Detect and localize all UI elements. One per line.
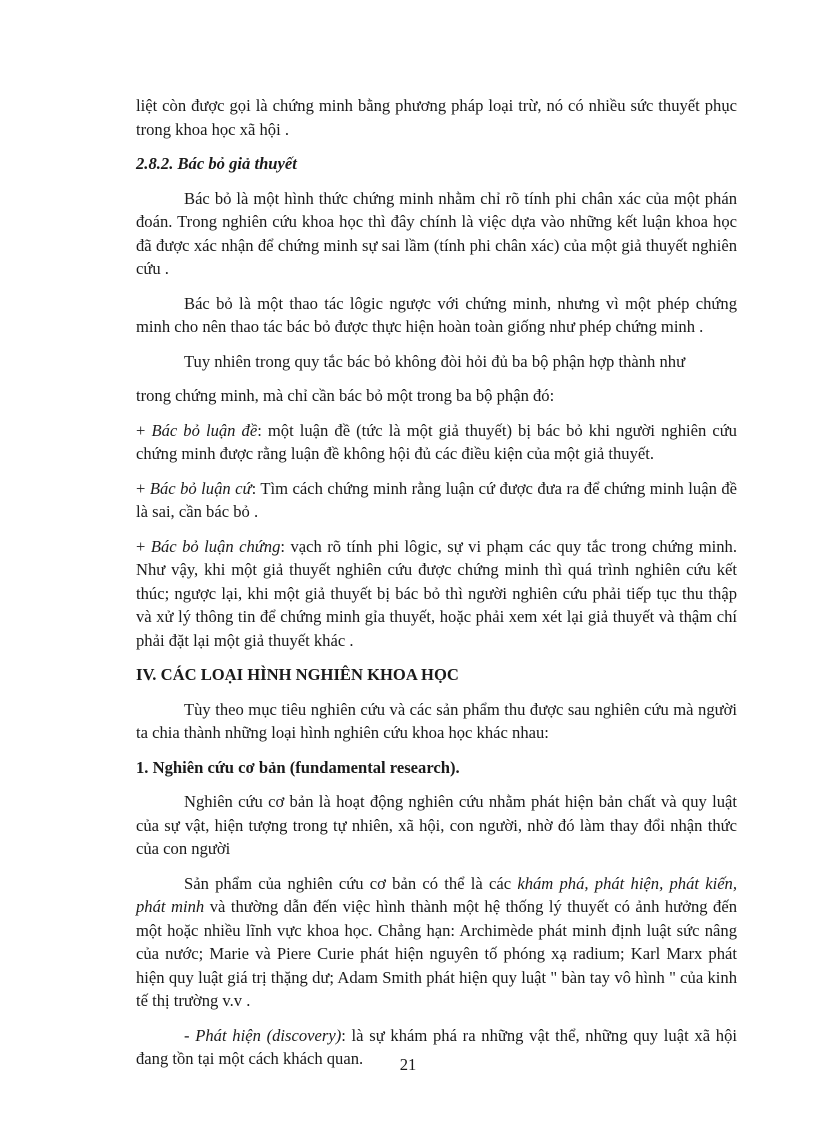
- paragraph: Sản phẩm của nghiên cứu cơ bản có thể là các khám phá, phát hiện, phát kiến, phát minh và thường dẫn đến việc hình thành một hệ thống lý thuyết có ảnh hưởng đến một hoặc nhiều lĩnh vực khoa học. Chẳng hạn: Archimède phát minh định luật sức nâng của nước; Marie và Piere Curie phát hiện nguyên tố phóng xạ radium; Karl Marx phát hiện quy luật giá trị thặng dư; Adam Smith phát hiện quy luật " bàn tay vô hình " của kinh tế thị trường v.v .: [136, 873, 738, 1010]
- bullet-text: : Tìm cách chứng minh rằng luận cứ được đưa ra để chứng minh luận đề là sai, cần bác bỏ .: [136, 478, 738, 521]
- bullet-term: Bác bỏ luận chứng: [150, 536, 281, 556]
- emphasis: khám phá, phát hiện, phát kiến, phát minh: [136, 873, 738, 916]
- paragraph: liệt còn được gọi là chứng minh bằng phương pháp loại trừ, nó có nhiều sức thuyết phục trong khoa học xã hội .: [136, 96, 737, 139]
- paragraph-discovery: - Phát hiện (discovery): là sự khám phá ra những vật thể, những quy luật xã hội đang tồn tại một cách khách quan.: [136, 1025, 737, 1068]
- paragraph: trong chứng minh, mà chỉ cần bác bỏ một trong ba bộ phận đó:: [136, 386, 555, 405]
- paragraph: Bác bỏ là một hình thức chứng minh nhằm chỉ rõ tính phi chân xác của một phán đoán. Trong nghiên cứu khoa học thì đây chính là việc dựa vào những kết luận khoa học đã được xác nhận để chứng minh sự sai lầm (tính phi chân xác) của một giả thuyết nghiên cứu .: [136, 188, 737, 278]
- bullet-marker: +: [136, 478, 150, 498]
- bullet-refute-demonstration: [136, 535, 737, 653]
- paragraph: Nghiên cứu cơ bản là hoạt động nghiên cứu nhằm phát hiện bản chất và quy luật của sự vật, hiện tượng trong tự nhiên, xã hội, con người, nhờ đó làm thay đổi nhận thức của con người: [136, 792, 737, 858]
- bullet-marker: +: [136, 536, 151, 556]
- bullet-refute-argument: [136, 477, 737, 524]
- paragraph: Tùy theo mục tiêu nghiên cứu và các sản phẩm thu được sau nghiên cứu mà người ta chia thành những loại hình nghiên cứu khoa học khác nhau:: [136, 699, 737, 742]
- page-number: 21: [399, 1055, 417, 1074]
- bullet-text: : vạch rõ tính phi lôgic, sự vi phạm các quy tắc trong chứng minh. Như vậy, khi một giả thuyết nghiên cứu được chứng minh thì quá trình nghiên cứu kết thúc; ngược lại, khi một giả thuyết bị bác bỏ thì người nghiên cứu phải tiếp tục thu thập và xử lý thông tin để chứng minh gỉa thuyết, hoặc phải xem xét lại giả thuyết và thậm chí phải đặt lại một giả thuyết khác .: [136, 536, 737, 650]
- section-heading-iv: IV. CÁC LOẠI HÌNH NGHIÊN KHOA HỌC: [136, 665, 459, 684]
- page-content: [136, 94, 737, 1071]
- bullet-refute-thesis: [136, 419, 737, 466]
- bullet-term: Bác bỏ luận đề: [151, 420, 258, 440]
- paragraph: Tuy nhiên trong quy tắc bác bỏ không đòi hỏi đủ ba bộ phận hợp thành như: [184, 351, 686, 371]
- term-discovery: Phát hiện (discovery): [195, 1025, 342, 1045]
- subsection-heading-1: 1. Nghiên cứu cơ bản (fundamental research).: [136, 757, 460, 777]
- bullet-term: Bác bỏ luận cứ: [149, 478, 252, 498]
- bullet-text: : một luận đề (tức là một giả thuyết) bị bác bỏ khi người nghiên cứu chứng minh được rằng luận đề không hội đủ các điều kiện của một giả thuyết.: [136, 420, 737, 463]
- bullet-marker: +: [136, 420, 152, 440]
- section-heading-2-8-2: 2.8.2. Bác bỏ giả thuyết: [136, 154, 297, 173]
- paragraph: Bác bỏ là một thao tác lôgic ngược với chứng minh, nhưng vì một phép chứng minh cho nên thao tác bác bỏ được thực hiện hoàn toàn giống như phép chứng minh .: [136, 293, 737, 336]
